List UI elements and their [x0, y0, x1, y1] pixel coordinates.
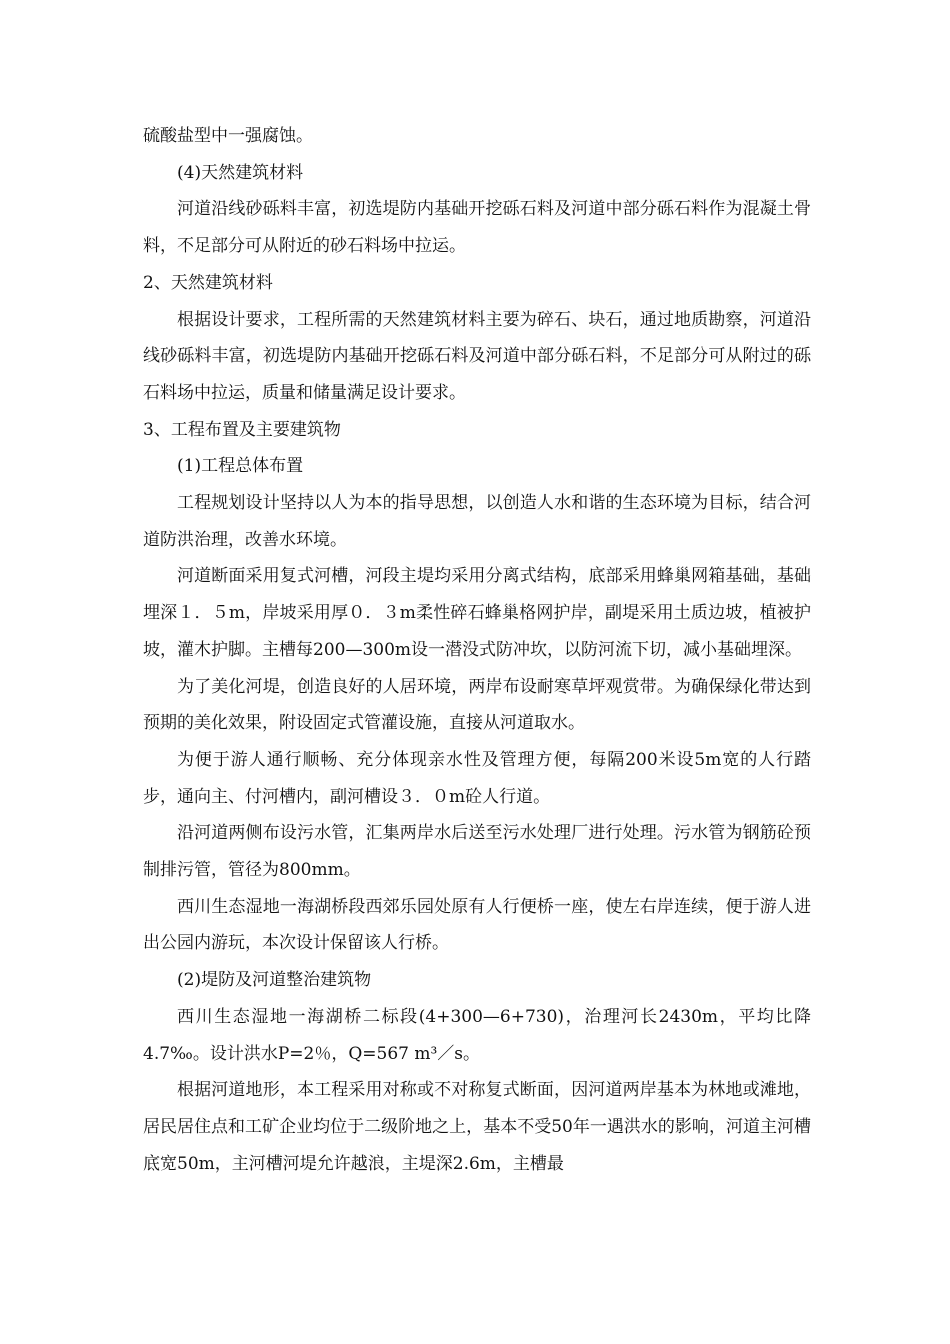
paragraph-12: 沿河道两侧布设污水管，汇集两岸水后送至污水处理厂进行处理。污水管为钢筋砼预制排污管，管径为800mm。 [143, 823, 811, 881]
paragraph-10: 为了美化河堤，创造良好的人居环境，两岸布设耐寒草坪观赏带。为确保绿化带达到预期的美化效果，附设固定式管灌设施，直接从河道取水。 [143, 676, 811, 734]
paragraph-13: 西川生态湿地一海湖桥段西郊乐园处原有人行便桥一座，使左右岸连续，便于游人进出公园内游玩，本次设计保留该人行桥。 [143, 896, 811, 954]
paragraph-3: 河道沿线砂砾料丰富，初选堤防内基础开挖砾石料及河道中部分砾石料作为混凝土骨料，不足部分可从附近的砂石料场中拉运。 [143, 199, 811, 257]
section-heading-2: 2、天然建筑材料 [143, 272, 273, 293]
paragraph-8: 工程规划设计坚持以人为本的指导思想，以创造人水和谐的生态环境为目标，结合河道防洪治理，改善水环境。 [143, 493, 811, 550]
paragraph-5: 根据设计要求，工程所需的天然建筑材料主要为碎石、块石，通过地质勘察，河道沿线砂砾料丰富，初选堤防内基础开挖砾石料及河道中部分砾石料，不足部分可从附过的砾石料场中拉运，质量和储量满足设计要求。 [143, 309, 811, 403]
paragraph-15: 西川生态湿地一海湖桥二标段(4+300—6+730)，治理河长2430m，平均比降4.7‰。设计洪水P=2％，Q=567 m³／s。 [143, 1006, 811, 1064]
section-heading-natural-materials: (4)天然建筑材料 [177, 162, 304, 183]
paragraph-11: 为便于游人通行顺畅、充分体现亲水性及管理方便，每隔200米设5m宽的人行踏步，通向主、付河槽内，副河槽设３．０m砼人行道。 [143, 749, 811, 807]
subheading-overall-layout: (1)工程总体布置 [177, 456, 304, 477]
document-body [143, 118, 811, 1182]
paragraph-1: 硫酸盐型中一强腐蚀。 [143, 126, 313, 146]
subheading-embankment: (2)堤防及河道整治建筑物 [177, 970, 372, 991]
section-heading-3: 3、工程布置及主要建筑物 [143, 419, 341, 440]
paragraph-9: 河道断面采用复式河槽，河段主堤均采用分离式结构，底部采用蜂巢网箱基础，基础埋深１．５m，岸坡采用厚０．３m柔性碎石蜂巢格网护岸，副堤采用土质边坡，植被护坡，灌木护脚。主槽每200—300m设一潜没式防冲坎，以防河流下切，减小基础埋深。 [143, 566, 811, 660]
paragraph-16: 根据河道地形，本工程采用对称或不对称复式断面，因河道两岸基本为林地或滩地，居民居住点和工矿企业均位于二级阶地之上，基本不受50年一遇洪水的影响，河道主河槽底宽50m，主河槽河堤允许越浪，主堤深2.6m，主槽最 [143, 1080, 811, 1174]
